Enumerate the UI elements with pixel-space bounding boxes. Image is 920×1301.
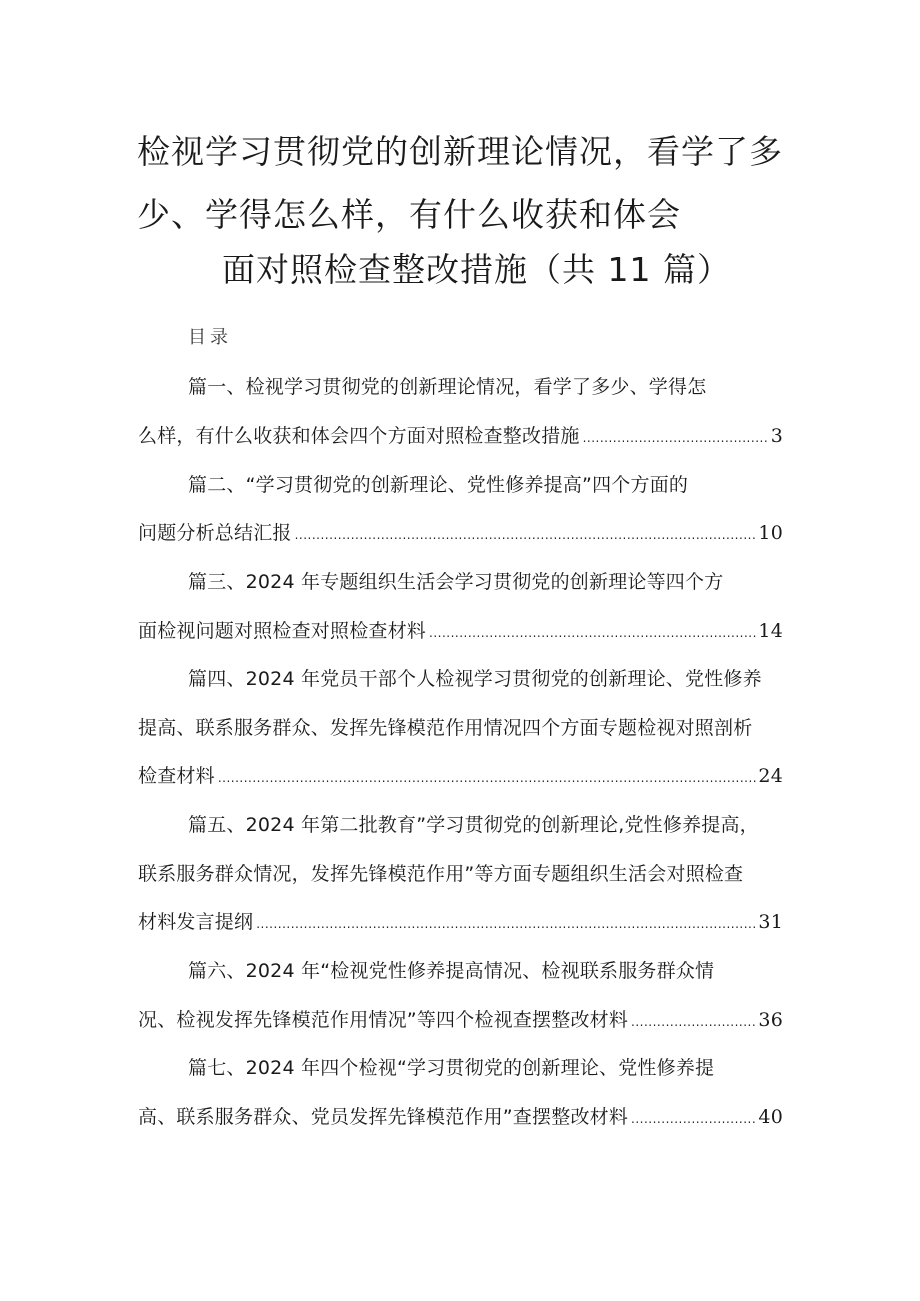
toc-entry-6-text: 况、检视发挥先锋模范作用情况”等四个检视查摆整改材料 (138, 1009, 629, 1031)
toc-entry-3-last-line[interactable] (138, 616, 783, 648)
toc-entry-5-last-line[interactable] (138, 907, 783, 939)
toc-dot-leader (256, 909, 756, 939)
toc-entry-7-text: 高、联系服务群众、党员发挥先锋模范作用”查摆整改材料 (138, 1106, 629, 1128)
toc-entry-1-line-1: 篇一、检视学习贯彻党的创新理论情况，看学了多少、学得怎 (188, 376, 707, 398)
document-title-line-3: 面对照检查整改措施（共 11 篇） (222, 250, 731, 289)
toc-dot-leader (631, 1007, 756, 1037)
toc-entry-4-line-2: 提高、联系服务群众、发挥先锋模范作用情况四个方面专题检视对照剖析 (138, 717, 753, 739)
toc-entry-2-text: 问题分析总结汇报 (138, 522, 292, 544)
toc-entry-4-page: 24 (758, 765, 783, 787)
toc-entry-3-text: 面检视问题对照检查对照检查材料 (138, 620, 427, 642)
toc-entry-4-text: 检查材料 (138, 765, 215, 787)
toc-dot-leader (218, 763, 757, 793)
toc-entry-6-last-line[interactable] (138, 1005, 783, 1037)
toc-heading: 目录 (188, 327, 232, 348)
toc-entry-2-last-line[interactable] (138, 518, 783, 550)
toc-entry-5-line-1: 篇五、2024 年第二批教育”学习贯彻党的创新理论,党性修养提高， (188, 814, 759, 836)
toc-entry-7-line-1: 篇七、2024 年四个检视“学习贯彻党的创新理论、党性修养提 (188, 1057, 715, 1079)
document-title-line-1: 检视学习贯彻党的创新理论情况，看学了多 (137, 132, 783, 171)
toc-entry-4-line-1: 篇四、2024 年党员干部个人检视学习贯彻党的创新理论、党性修养 (188, 668, 762, 690)
toc-entry-2-line-1: 篇二、“学习贯彻党的创新理论、党性修养提高”四个方面的 (188, 474, 689, 496)
toc-entry-2-page: 10 (758, 522, 783, 544)
toc-entry-4-last-line[interactable] (138, 761, 783, 793)
toc-entry-1-text: 么样，有什么收获和体会四个方面对照检查整改措施 (138, 425, 580, 447)
toc-entry-7-last-line[interactable] (138, 1102, 783, 1134)
toc-entry-1-page: 3 (770, 425, 783, 447)
toc-entry-5-line-2: 联系服务群众情况，发挥先锋模范作用”等方面专题组织生活会对照检查 (138, 863, 744, 885)
toc-entry-5-page: 31 (758, 911, 783, 933)
toc-dot-leader (295, 520, 757, 550)
document-title-line-2: 少、学得怎么样，有什么收获和体会 (137, 195, 681, 234)
toc-dot-leader (429, 618, 756, 648)
toc-entry-3-line-1: 篇三、2024 年专题组织生活会学习贯彻党的创新理论等四个方 (188, 571, 724, 593)
toc-entry-3-page: 14 (758, 620, 783, 642)
toc-entry-6-page: 36 (758, 1009, 783, 1031)
toc-entry-7-page: 40 (758, 1106, 783, 1128)
toc-entry-1-last-line[interactable] (138, 421, 783, 453)
toc-dot-leader (631, 1104, 756, 1134)
toc-dot-leader (583, 423, 769, 453)
toc-entry-6-line-1: 篇六、2024 年“检视党性修养提高情况、检视联系服务群众情 (188, 960, 715, 982)
toc-entry-5-text: 材料发言提纲 (138, 911, 254, 933)
